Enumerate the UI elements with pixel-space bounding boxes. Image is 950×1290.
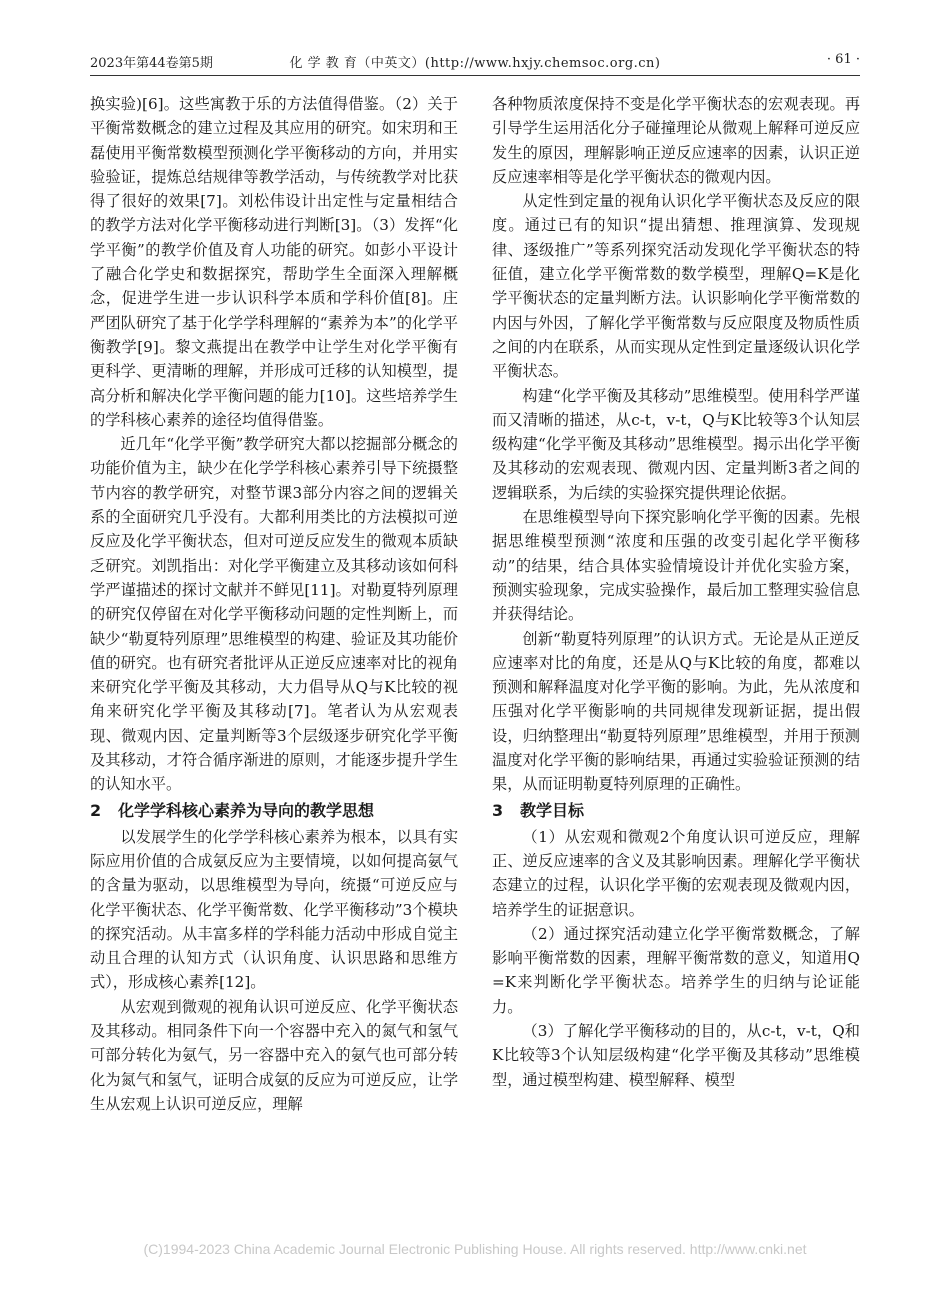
- left-column: [90, 92, 458, 1116]
- paragraph: 构建“化学平衡及其移动”思维模型。使用科学严谨而又清晰的描述，从c-t，v-t，Q与K比较等3个认知层级构建“化学平衡及其移动”思维模型。揭示出化学平衡及其移动的宏观表现、微观内因、定量判断3者之间的逻辑联系，为后续的实验探究提供理论依据。: [492, 386, 860, 502]
- page-number: · 61 ·: [826, 52, 860, 67]
- paragraph: 在思维模型导向下探究影响化学平衡的因素。先根据思维模型预测“浓度和压强的改变引起化学平衡移动”的结果，结合具体实验情境设计并优化实验方案，预测实验现象，完成实验操作，最后加工整理实验信息并获得结论。: [492, 508, 860, 624]
- copyright-watermark: (C)1994-2023 China Academic Journal Electronic Publishing House. All rights reserved. http://www.cnki.net: [143, 1241, 807, 1257]
- header-divider: [90, 75, 860, 76]
- journal-title: 化 学 教 育（中英文）(http://www.hxjy.chemsoc.org.cn): [289, 56, 661, 71]
- section-heading-2: [90, 798, 458, 824]
- objective-item: （1）从宏观和微观2个角度认识可逆反应，理解正、逆反应速率的含义及其影响因素。理解化学平衡状态建立的过程，认识化学平衡的宏观表现及微观内因，培养学生的证据意识。: [492, 827, 860, 919]
- section-title: 教学目标: [520, 800, 585, 820]
- running-header: [90, 52, 860, 74]
- objective-item: （2）通过探究活动建立化学平衡常数概念，了解影响平衡常数的因素，理解平衡常数的意义，知道用Q=K来判断化学平衡状态。培养学生的归纳与论证能力。: [492, 924, 860, 1016]
- paragraph: 从宏观到微观的视角认识可逆反应、化学平衡状态及其移动。相同条件下向一个容器中充入的氮气和氢气可部分转化为氨气，另一容器中充入的氨气也可部分转化为氮气和氢气，证明合成氨的反应为可逆反应，让学生从宏观上认识可逆反应，理解: [90, 997, 458, 1113]
- journal-issue: 2023年第44卷第5期: [90, 56, 213, 71]
- section-number: 3: [492, 800, 504, 820]
- paragraph: 以发展学生的化学学科核心素养为根本，以具有实际应用价值的合成氨反应为主要情境，以如何提高氨气的含量为驱动，以思维模型为导向，统摄“可逆反应与化学平衡状态、化学平衡常数、化学平衡移动”3个模块的探究活动。从丰富多样的学科能力活动中形成自觉主动且合理的认知方式（认识角度、认识思路和思维方式），形成核心素养[12]。: [90, 827, 458, 992]
- section-title: 化学学科核心素养为导向的教学思想: [118, 800, 375, 820]
- paragraph: 换实验)[6]。这些寓教于乐的方法值得借鉴。（2）关于平衡常数概念的建立过程及其应用的研究。如宋玥和王磊使用平衡常数模型预测化学平衡移动的方向，并用实验验证，提炼总结规律等教学活动，与传统教学对比获得了很好的效果[7]。刘松伟设计出定性与定量相结合的教学方法对化学平衡移动进行判断[3]。（3）发挥“化学平衡”的教学价值及育人功能的研究。如彭小平设计了融合化学史和数据探究，帮助学生全面深入理解概念，促进学生进一步认识科学本质和学科价值[8]。庄严团队研究了基于化学学科理解的“素养为本”的化学平衡教学[9]。黎文燕提出在教学中让学生对化学平衡有更科学、更清晰的理解，并形成可迁移的认知模型，提高分析和解决化学平衡问题的能力[10]。这些培养学生的学科核心素养的途径均值得借鉴。: [90, 95, 458, 429]
- right-column: [492, 92, 860, 1092]
- paragraph: 创新“勒夏特列原理”的认识方式。无论是从正逆反应速率对比的角度，还是从Q与K比较的角度，都难以预测和解释温度对化学平衡的影响。为此，先从浓度和压强对化学平衡影响的共同规律发现新证据，提出假设，归纳整理出“勒夏特列原理”思维模型，并用于预测温度对化学平衡的影响结果，再通过实验验证预测的结果，从而证明勒夏特列原理的正确性。: [492, 629, 860, 794]
- section-number: 2: [90, 800, 102, 820]
- paragraph: 各种物质浓度保持不变是化学平衡状态的宏观表现。再引导学生运用活化分子碰撞理论从微观上解释可逆反应发生的原因，理解影响正逆反应速率的因素，认识正逆反应速率相等是化学平衡状态的微观内因。: [492, 95, 860, 186]
- paragraph: 近几年“化学平衡”教学研究大都以挖掘部分概念的功能价值为主，缺少在化学学科核心素养引导下统摄整节内容的教学研究，对整节课3部分内容之间的逻辑关系的全面研究几乎没有。大都利用类比的方法模拟可逆反应及化学平衡状态，但对可逆反应发生的微观本质缺乏研究。刘凯指出：对化学平衡建立及其移动该如何科学严谨描述的探讨文献并不鲜见[11]。对勒夏特列原理的研究仅停留在对化学平衡移动问题的定性判断上，而缺少“勒夏特列原理”思维模型的构建、验证及其功能价值的研究。也有研究者批评从正逆反应速率对比的视角来研究化学平衡及其移动，大力倡导从Q与K比较的视角来研究化学平衡及其移动[7]。笔者认为从宏观表现、微观内因、定量判断等3个层级逐步研究化学平衡及其移动，才符合循序渐进的原则，才能逐步提升学生的认知水平。: [90, 435, 458, 794]
- objective-item: （3）了解化学平衡移动的目的，从c-t，v-t，Q和K比较等3个认知层级构建“化学平衡及其移动”思维模型，通过模型构建、模型解释、模型: [492, 1021, 860, 1089]
- section-heading-3: [492, 798, 860, 824]
- paragraph: 从定性到定量的视角认识化学平衡状态及反应的限度。通过已有的知识“提出猜想、推理演算、发现规律、逐级推广”等系列探究活动发现化学平衡状态的特征值，建立化学平衡常数的数学模型，理解Q=K是化学平衡状态的定量判断方法。认识影响化学平衡常数的内因与外因，了解化学平衡常数与反应限度及物质性质之间的内在联系，从而实现从定性到定量逐级认识化学平衡状态。: [492, 192, 860, 381]
